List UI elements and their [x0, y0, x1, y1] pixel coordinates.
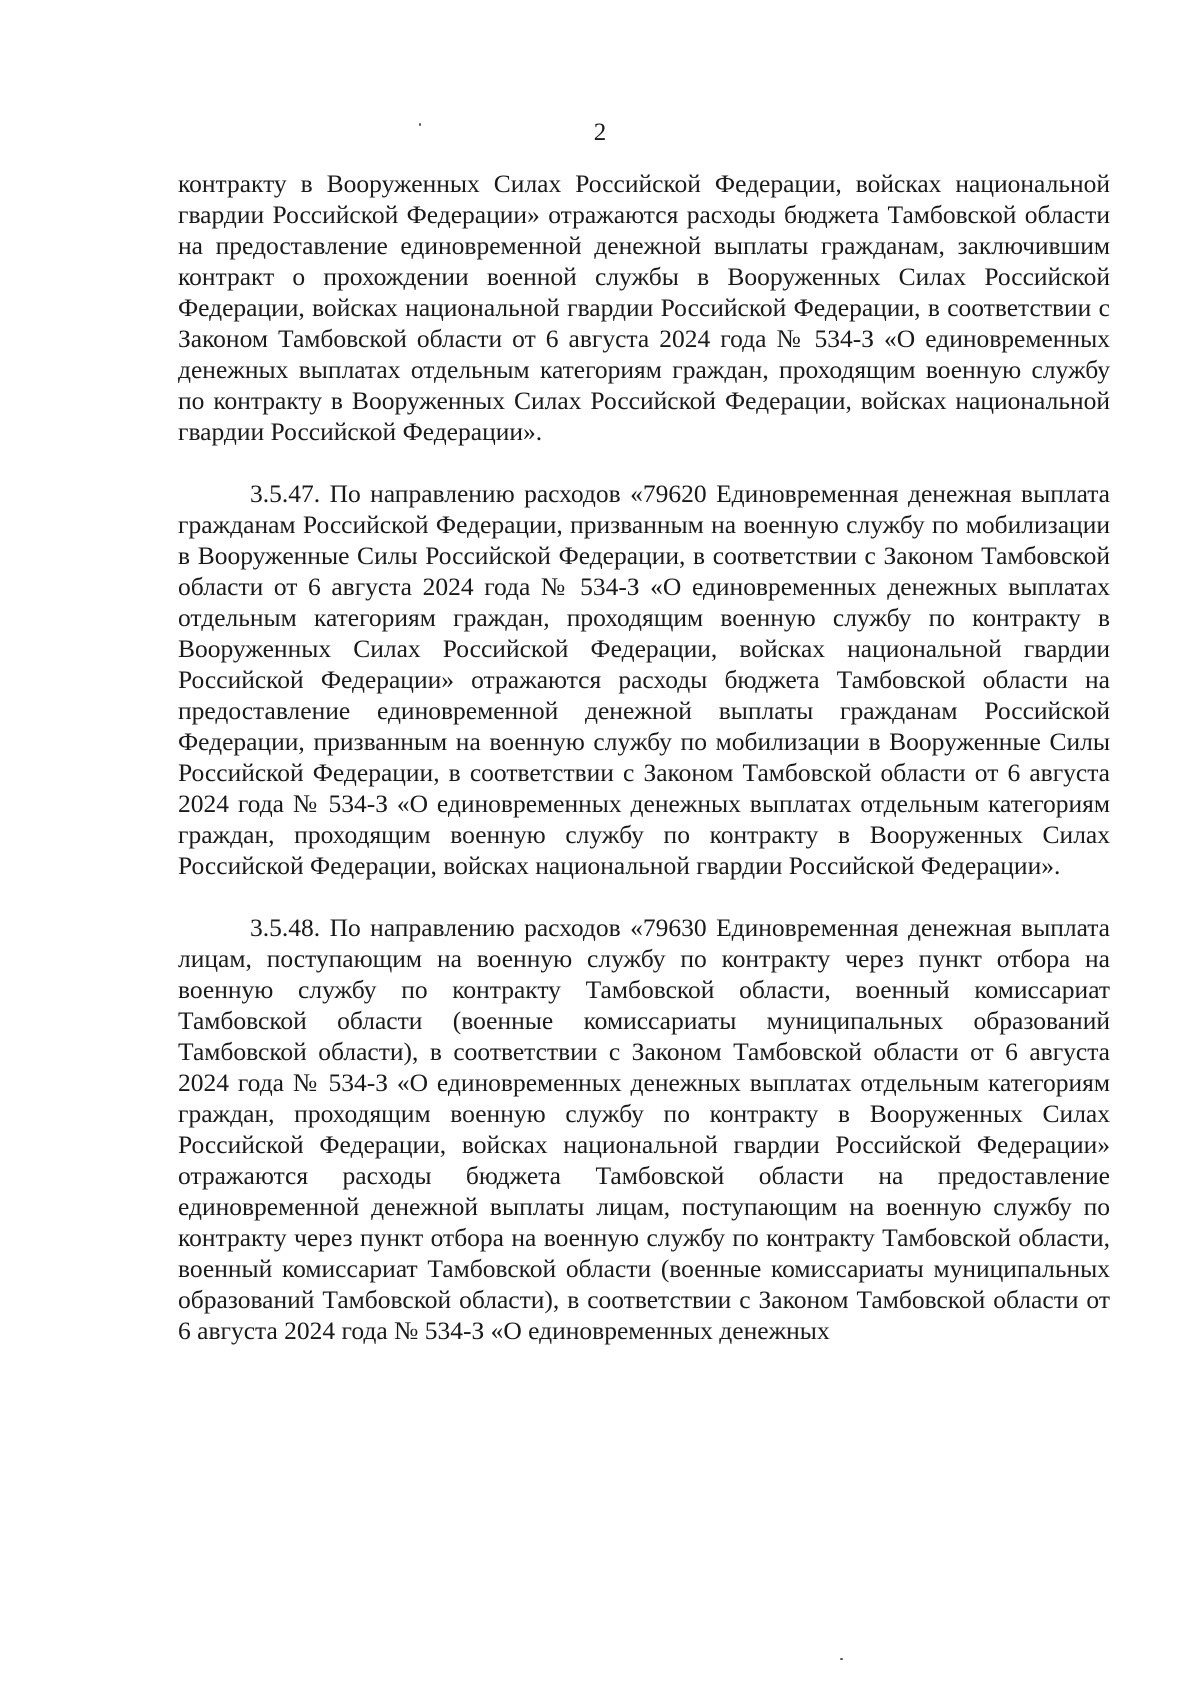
scan-speck	[419, 123, 421, 126]
page-number: 2	[593, 119, 607, 146]
scan-speck	[840, 1658, 843, 1660]
paragraph-continuation: контракту в Вооруженных Силах Российской Федерации, войсках национальной гвардии Российской Федерации» отражаются расходы бюджета Тамбовской области на предоставление единовременной денежной выплаты гражданам, заключившим контракт о прохождении военной службы в Вооруженных Силах Российской Федерации, войсках национальной гвардии Российской Федерации, в соответствии с Законом Тамбовской области от 6 августа 2024 года № 534-З «О единовременных денежных выплатах отдельным категориям граждан, проходящим военную службу по контракту в Вооруженных Силах Российской Федерации, войсках национальной гвардии Российской Федерации».	[178, 169, 1110, 446]
paragraph-3-5-48: 3.5.48. По направлению расходов «79630 Единовременная денежная выплата лицам, поступающим на военную службу по контракту через пункт отбора на военную службу по контракту Тамбовской области, военный комиссариат Тамбовской области (военные комиссариаты муниципальных образований Тамбовской области), в соответствии с Законом Тамбовской области от 6 августа 2024 года № 534-З «О единовременных денежных выплатах отдельным категориям граждан, проходящим военную службу по контракту в Вооруженных Силах Российской Федерации, войсках национальной гвардии Российской Федерации» отражаются расходы бюджета Тамбовской области на предоставление единовременной денежной выплаты лицам, поступающим на военную службу по контракту через пункт отбора на военную службу по контракту Тамбовской области, военный комиссариат Тамбовской области (военные комиссариаты муниципальных образований Тамбовской области), в соответствии с Законом Тамбовской области от 6 августа 2024 года № 534-З «О единовременных денежных	[178, 913, 1110, 1345]
paragraph-3-5-47: 3.5.47. По направлению расходов «79620 Единовременная денежная выплата гражданам Российской Федерации, призванным на военную службу по мобилизации в Вооруженные Силы Российской Федерации, в соответствии с Законом Тамбовской области от 6 августа 2024 года № 534-З «О единовременных денежных выплатах отдельным категориям граждан, проходящим военную службу по контракту в Вооруженных Силах Российской Федерации, войсках национальной гвардии Российской Федерации» отражаются расходы бюджета Тамбовской области на предоставление единовременной денежной выплаты гражданам Российской Федерации, призванным на военную службу по мобилизации в Вооруженные Силы Российской Федерации, в соответствии с Законом Тамбовской области от 6 августа 2024 года № 534-З «О единовременных денежных выплатах отдельным категориям граждан, проходящим военную службу по контракту в Вооруженных Силах Российской Федерации, войсках национальной гвардии Российской Федерации».	[178, 479, 1110, 880]
document-body	[178, 168, 1110, 1346]
